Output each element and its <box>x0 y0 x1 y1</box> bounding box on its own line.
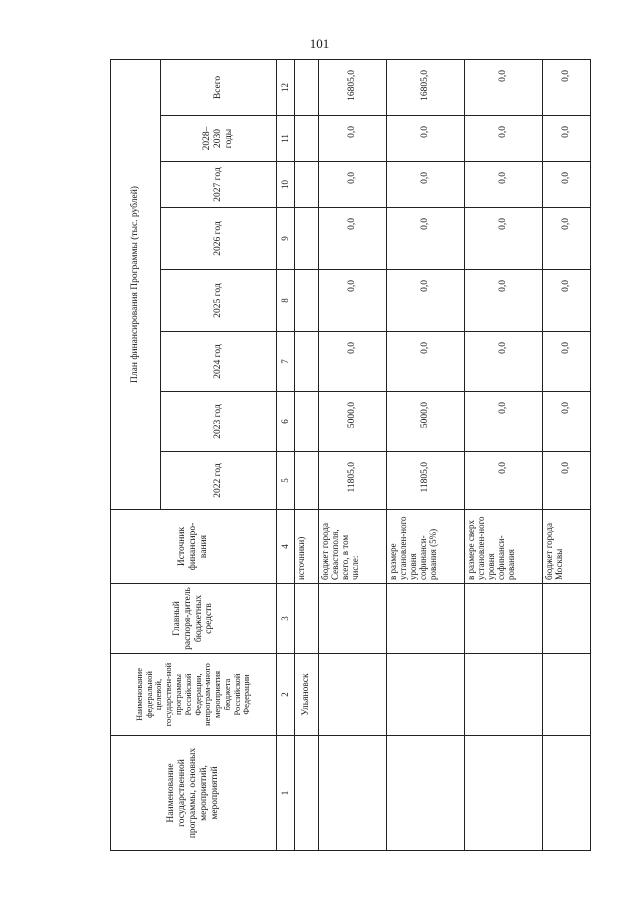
intro-federal-program-cell: Ульяновск <box>295 654 319 736</box>
table-cell <box>295 208 319 270</box>
table-cell <box>543 584 591 654</box>
column-number: 8 <box>277 270 295 332</box>
table-cell <box>295 116 319 162</box>
column-number: 3 <box>277 584 295 654</box>
value-cell: 0,0 <box>465 116 543 162</box>
column-numbers-row <box>277 59 295 850</box>
header-years-2028-2030: 2028–2030 годы <box>161 116 277 162</box>
header-year-2022: 2022 год <box>161 452 277 510</box>
table-cell <box>295 452 319 510</box>
header-financing-plan: План финансирования Программы (тыс. рублей) <box>111 59 161 509</box>
table-cell <box>295 162 319 208</box>
table-cell <box>319 654 387 736</box>
table-cell <box>387 584 465 654</box>
table-cell <box>295 270 319 332</box>
column-number: 12 <box>277 59 295 115</box>
value-cell: 0,0 <box>465 332 543 392</box>
value-cell: 0,0 <box>465 208 543 270</box>
value-cell: 5000,0 <box>319 392 387 452</box>
value-cell: 0,0 <box>387 270 465 332</box>
header-total: Всего <box>161 59 277 115</box>
value-cell: 16805,0 <box>387 59 465 115</box>
value-cell: 0,0 <box>319 162 387 208</box>
table-cell <box>465 736 543 851</box>
header-year-2027: 2027 год <box>161 162 277 208</box>
table-cell <box>543 654 591 736</box>
table-cell <box>465 654 543 736</box>
header-program-name: Наименование государственной программы, основных мероприятий, мероприятий <box>111 736 277 851</box>
table-cell <box>295 736 319 851</box>
value-cell: 0,0 <box>543 208 591 270</box>
table-cell <box>295 392 319 452</box>
value-cell: 16805,0 <box>319 59 387 115</box>
header-funding-source: Источник финансиро-вания <box>111 510 277 584</box>
value-cell: 11805,0 <box>319 452 387 510</box>
funding-source-cell: бюджет города Севастополя, всего, в том числе: <box>319 510 387 584</box>
column-number: 7 <box>277 332 295 392</box>
value-cell: 0,0 <box>543 392 591 452</box>
header-row-group <box>111 59 161 850</box>
value-cell: 0,0 <box>543 162 591 208</box>
column-number: 11 <box>277 116 295 162</box>
funding-source-cell: в размере сверх установлен-ного уровня софинанси-рования <box>465 510 543 584</box>
value-cell: 0,0 <box>543 452 591 510</box>
value-cell: 0,0 <box>543 59 591 115</box>
intro-source-cell: источники) <box>295 510 319 584</box>
value-cell: 0,0 <box>319 270 387 332</box>
column-number: 4 <box>277 510 295 584</box>
table-cell <box>319 736 387 851</box>
value-cell: 0,0 <box>319 332 387 392</box>
value-cell: 0,0 <box>465 392 543 452</box>
table-row <box>295 59 319 850</box>
header-year-2026: 2026 год <box>161 208 277 270</box>
column-number: 6 <box>277 392 295 452</box>
header-year-2023: 2023 год <box>161 392 277 452</box>
header-year-2025: 2025 год <box>161 270 277 332</box>
financing-plan-table <box>110 59 591 851</box>
header-year-2024: 2024 год <box>161 332 277 392</box>
table-row <box>387 59 465 850</box>
value-cell: 11805,0 <box>387 452 465 510</box>
value-cell: 0,0 <box>319 208 387 270</box>
page-number: 101 <box>309 36 330 51</box>
value-cell: 0,0 <box>465 270 543 332</box>
value-cell: 0,0 <box>387 162 465 208</box>
funding-source-cell: в размере установлен-ного уровня софинанси-рования (5%) <box>387 510 465 584</box>
rotated-table-container <box>110 60 590 851</box>
value-cell: 0,0 <box>465 162 543 208</box>
table-cell <box>319 584 387 654</box>
column-number: 2 <box>277 654 295 736</box>
funding-source-cell: бюджет города Москвы <box>543 510 591 584</box>
table-cell <box>295 584 319 654</box>
value-cell: 0,0 <box>465 59 543 115</box>
table-frame <box>110 60 590 851</box>
header-main-manager: Главный распоря-дитель бюджетных средств <box>111 584 277 654</box>
table-cell <box>387 736 465 851</box>
column-number: 1 <box>277 736 295 851</box>
column-number: 9 <box>277 208 295 270</box>
value-cell: 5000,0 <box>387 392 465 452</box>
value-cell: 0,0 <box>387 332 465 392</box>
column-number: 5 <box>277 452 295 510</box>
table-row <box>319 59 387 850</box>
table-cell <box>387 654 465 736</box>
value-cell: 0,0 <box>543 116 591 162</box>
table-cell <box>295 332 319 392</box>
column-number: 10 <box>277 162 295 208</box>
value-cell: 0,0 <box>543 270 591 332</box>
value-cell: 0,0 <box>465 452 543 510</box>
table-row <box>543 59 591 850</box>
value-cell: 0,0 <box>387 208 465 270</box>
table-cell <box>295 59 319 115</box>
value-cell: 0,0 <box>387 116 465 162</box>
table-cell <box>543 736 591 851</box>
table-cell <box>465 584 543 654</box>
table-row <box>465 59 543 850</box>
value-cell: 0,0 <box>319 116 387 162</box>
header-federal-program: Наименование федеральной целевой, государствен-ной программы Российской Федерации, непрограм-много мероприятия бюджета Российской Федерации <box>111 654 277 736</box>
value-cell: 0,0 <box>543 332 591 392</box>
